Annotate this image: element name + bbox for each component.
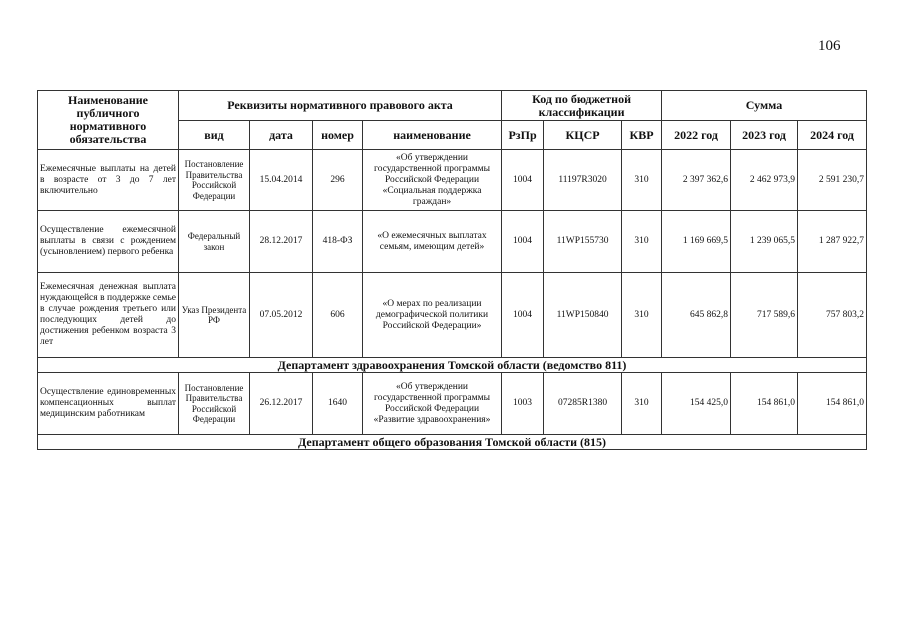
cell-kind: Постановление Правительства Российской Федерации (179, 373, 250, 435)
department-education: Департамент общего образования Томской области (815) (38, 435, 867, 450)
header-2024: 2024 год (798, 121, 867, 150)
cell-name: «Об утверждении государственной программы Российской Федерации «Развитие здравоохранения» (363, 373, 502, 435)
table-row (38, 211, 867, 273)
page-number: 106 (818, 38, 841, 54)
cell-kvr: 310 (622, 373, 662, 435)
cell-kcsr: 11WP150840 (544, 273, 622, 358)
cell-kind: Федеральный закон (179, 211, 250, 273)
cell-2024: 154 861,0 (798, 373, 867, 435)
cell-rzpr: 1003 (502, 373, 544, 435)
cell-2024: 1 287 922,7 (798, 211, 867, 273)
public-obligations-table (37, 90, 867, 450)
cell-rzpr: 1004 (502, 150, 544, 211)
header-kcsr: КЦСР (544, 121, 622, 150)
cell-kvr: 310 (622, 211, 662, 273)
cell-2022: 2 397 362,6 (662, 150, 731, 211)
cell-number: 1640 (313, 373, 363, 435)
header-date: дата (250, 121, 313, 150)
header-row-1 (38, 91, 867, 121)
cell-kcsr: 11WP155730 (544, 211, 622, 273)
cell-kvr: 310 (622, 150, 662, 211)
table-row (38, 273, 867, 358)
header-kind: вид (179, 121, 250, 150)
header-kvr: КВР (622, 121, 662, 150)
cell-kcsr: 11197R3020 (544, 150, 622, 211)
cell-2024: 2 591 230,7 (798, 150, 867, 211)
cell-2022: 154 425,0 (662, 373, 731, 435)
cell-2022: 1 169 669,5 (662, 211, 731, 273)
cell-name: «Об утверждении государственной программы Российской Федерации «Социальная поддержка граждан» (363, 150, 502, 211)
table-row (38, 373, 867, 435)
cell-obligation: Осуществление ежемесячной выплаты в связи с рождением (усыновлением) первого ребенка (38, 211, 179, 273)
header-obligation: Наименование публичного нормативного обязательства (38, 91, 179, 150)
cell-date: 15.04.2014 (250, 150, 313, 211)
department-health: Департамент здравоохранения Томской области (ведомство 811) (38, 358, 867, 373)
cell-2024: 757 803,2 (798, 273, 867, 358)
cell-obligation: Осуществление единовременных компенсационных выплат медицинским работникам (38, 373, 179, 435)
cell-name: «О мерах по реализации демографической политики Российской Федерации» (363, 273, 502, 358)
cell-2022: 645 862,8 (662, 273, 731, 358)
cell-kvr: 310 (622, 273, 662, 358)
department-row-education (38, 435, 867, 450)
cell-number: 418-ФЗ (313, 211, 363, 273)
cell-rzpr: 1004 (502, 211, 544, 273)
cell-obligation: Ежемесячная денежная выплата нуждающейся в поддержке семье в случае рождения третьего или последующих детей до достижения ребенком возраста 3 лет (38, 273, 179, 358)
header-rzpr: РзПр (502, 121, 544, 150)
header-2023: 2023 год (731, 121, 798, 150)
header-2022: 2022 год (662, 121, 731, 150)
header-name: наименование (363, 121, 502, 150)
header-budget-code: Код по бюджетной классификации (502, 91, 662, 121)
cell-date: 07.05.2012 (250, 273, 313, 358)
cell-2023: 2 462 973,9 (731, 150, 798, 211)
cell-kind: Указ Президента РФ (179, 273, 250, 358)
cell-number: 296 (313, 150, 363, 211)
header-act-details: Реквизиты нормативного правового акта (179, 91, 502, 121)
department-row-health (38, 358, 867, 373)
cell-date: 26.12.2017 (250, 373, 313, 435)
cell-kind: Постановление Правительства Российской Федерации (179, 150, 250, 211)
header-number: номер (313, 121, 363, 150)
cell-obligation: Ежемесячные выплаты на детей в возрасте от 3 до 7 лет включительно (38, 150, 179, 211)
cell-2023: 154 861,0 (731, 373, 798, 435)
cell-kcsr: 07285R1380 (544, 373, 622, 435)
table-row (38, 150, 867, 211)
cell-name: «О ежемесячных выплатах семьям, имеющим детей» (363, 211, 502, 273)
cell-2023: 717 589,6 (731, 273, 798, 358)
cell-number: 606 (313, 273, 363, 358)
cell-date: 28.12.2017 (250, 211, 313, 273)
cell-rzpr: 1004 (502, 273, 544, 358)
header-sum: Сумма (662, 91, 867, 121)
cell-2023: 1 239 065,5 (731, 211, 798, 273)
